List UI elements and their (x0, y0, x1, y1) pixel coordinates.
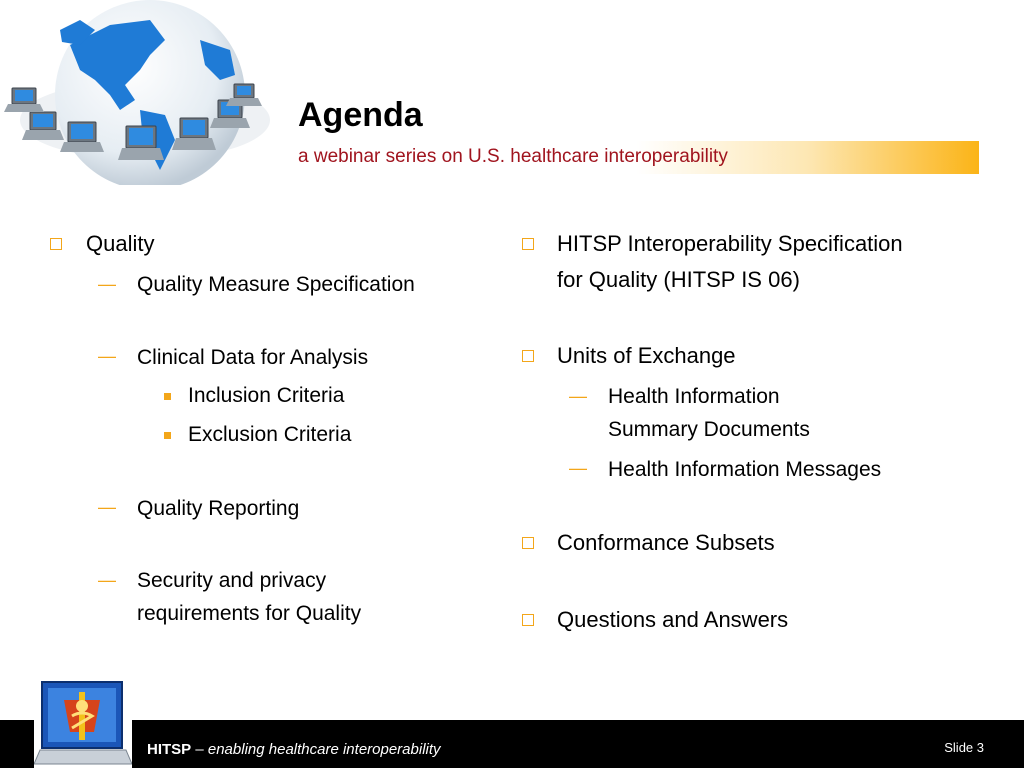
dash-bullet-icon: — (569, 386, 587, 406)
bullet-exclusion-criteria: Exclusion Criteria (188, 423, 352, 446)
globe-network-icon (0, 0, 290, 185)
agenda-item-hitsp-line1: HITSP Interoperability Specification (557, 231, 903, 256)
subtitle: a webinar series on U.S. healthcare interoperability (298, 146, 728, 167)
agenda-item-units: Units of Exchange (557, 343, 736, 368)
agenda-item-questions: Questions and Answers (557, 607, 789, 632)
footer-bar (0, 720, 1024, 768)
sub-item-quality-reporting: Quality Reporting (137, 497, 300, 520)
hitsp-logo-icon (34, 676, 132, 768)
square-bullet-icon (164, 432, 171, 439)
bullet-inclusion-criteria: Inclusion Criteria (188, 384, 345, 407)
dash-bullet-icon: — (98, 274, 116, 294)
checkbox-bullet-icon (522, 614, 534, 626)
dash-bullet-icon: — (98, 570, 116, 590)
agenda-item-conformance: Conformance Subsets (557, 530, 775, 555)
sub-item-him: Health Information Messages (608, 458, 882, 481)
agenda-item-hitsp-line2: for Quality (HITSP IS 06) (557, 267, 800, 292)
dash-bullet-icon: — (569, 458, 587, 478)
footer-tagline-text: enabling healthcare interoperability (207, 741, 441, 758)
agenda-item-quality: Quality (86, 231, 155, 256)
sub-item-his-line2: Summary Documents (608, 418, 810, 441)
slide-number: Slide 3 (944, 740, 984, 755)
sub-item-clinical-data: Clinical Data for Analysis (137, 346, 369, 369)
checkbox-bullet-icon (522, 537, 534, 549)
footer-brand: HITSP (147, 741, 192, 758)
sub-item-quality-measure: Quality Measure Specification (137, 273, 415, 296)
footer-tagline (147, 741, 441, 758)
checkbox-bullet-icon (522, 238, 534, 250)
square-bullet-icon (164, 393, 171, 400)
checkbox-bullet-icon (50, 238, 62, 250)
sub-item-his-line1: Health Information (608, 385, 780, 408)
dash-bullet-icon: — (98, 346, 116, 366)
footer-separator: – (191, 741, 208, 758)
page-title: Agenda (298, 96, 423, 134)
checkbox-bullet-icon (522, 350, 534, 362)
subtitle-bar (294, 141, 979, 174)
sub-item-security-line1: Security and privacy (137, 569, 327, 592)
sub-item-security-line2: requirements for Quality (137, 602, 362, 625)
dash-bullet-icon: — (98, 497, 116, 517)
